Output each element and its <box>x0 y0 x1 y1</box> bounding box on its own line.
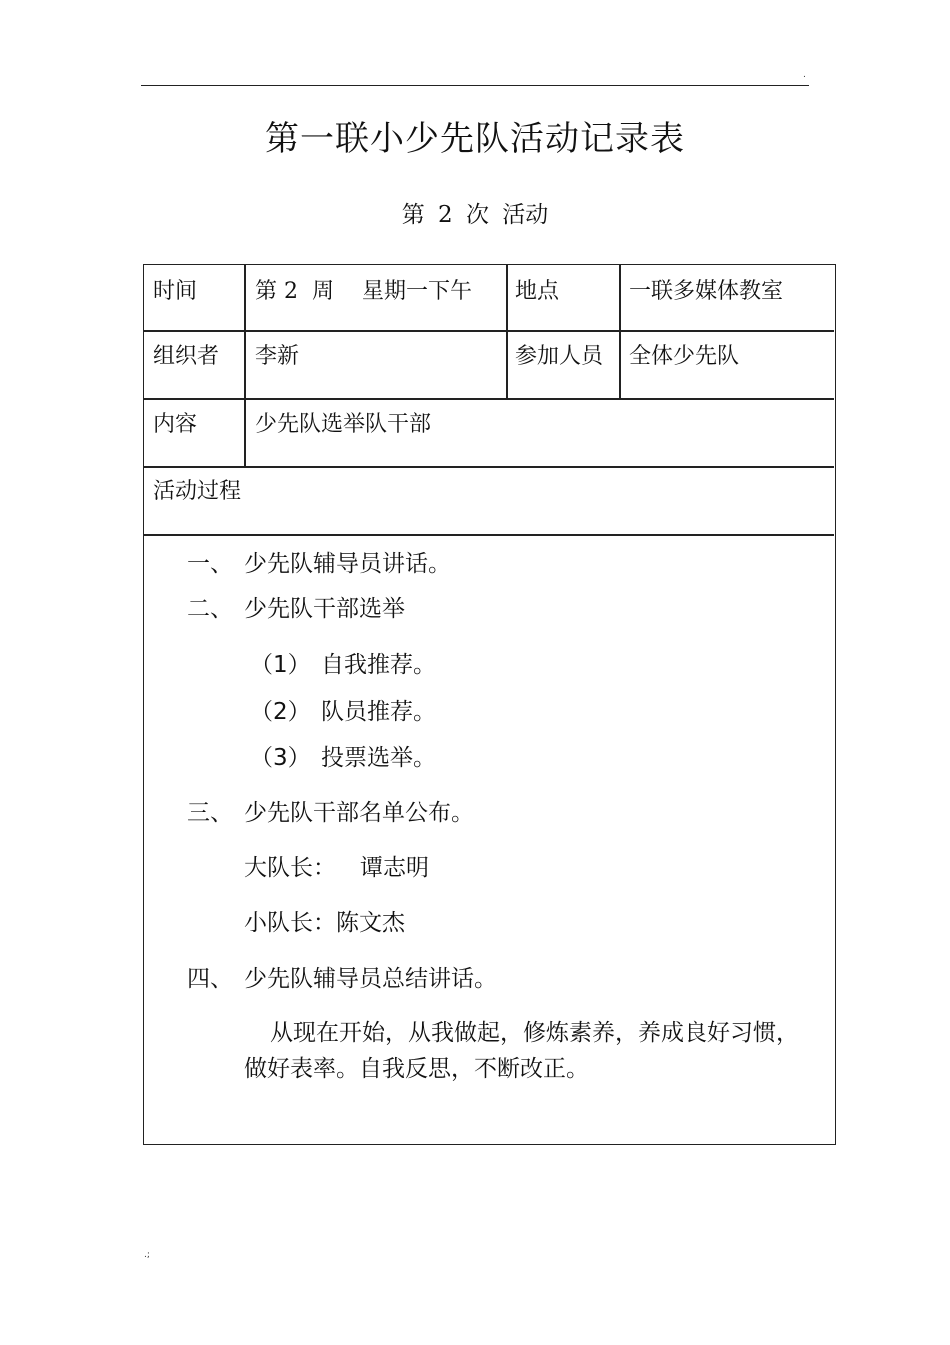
closing-paragraph-line: 从现在开始，从我做起，修炼素养，养成良好习惯， <box>270 1020 799 1046</box>
participants-value: 全体少先队 <box>629 344 740 369</box>
record-table <box>143 264 836 1145</box>
captain-line <box>244 853 429 883</box>
list-marker: （2） <box>250 699 311 725</box>
list-marker: 三、 <box>187 800 233 826</box>
squad-leader-line <box>244 908 405 938</box>
captain-name: 谭志明 <box>360 855 429 881</box>
content-label: 内容 <box>153 412 198 437</box>
list-text: 少先队干部名单公布。 <box>244 800 474 826</box>
closing-paragraph-line: 做好表率。自我反思，不断改正。 <box>244 1056 589 1082</box>
time-value: 第 2 周 星期一下午 <box>255 279 472 304</box>
list-marker: 四、 <box>187 966 233 992</box>
footer-mark: .; <box>144 1250 150 1260</box>
list-item <box>187 798 474 828</box>
column-divider <box>506 265 508 399</box>
activity-number: 第 2 次 活动 <box>401 202 549 228</box>
participants-label: 参加人员 <box>515 344 604 369</box>
list-text: 少先队辅导员讲话。 <box>244 551 451 577</box>
list-item <box>250 743 436 773</box>
squad-leader-name: 陈文杰 <box>336 910 405 936</box>
list-text: 少先队辅导员总结讲话。 <box>244 966 497 992</box>
organizer-label: 组织者 <box>153 344 220 369</box>
row-divider <box>144 398 834 400</box>
list-marker: 一、 <box>187 551 233 577</box>
list-marker: （1） <box>250 652 311 678</box>
content-value: 少先队选举队干部 <box>255 412 432 437</box>
place-value: 一联多媒体教室 <box>629 279 784 304</box>
row-divider <box>144 330 834 332</box>
time-label: 时间 <box>153 279 198 304</box>
list-marker: 二、 <box>187 596 233 622</box>
column-divider <box>619 265 621 399</box>
row-divider <box>144 466 834 468</box>
captain-label: 大队长： <box>244 855 336 881</box>
organizer-value: 李新 <box>255 344 300 369</box>
list-text: 自我推荐。 <box>321 652 436 678</box>
list-item <box>250 697 436 727</box>
list-item <box>187 594 405 624</box>
list-marker: （3） <box>250 745 311 771</box>
place-label: 地点 <box>515 279 560 304</box>
list-item <box>187 964 497 994</box>
header-rule <box>141 85 809 86</box>
squad-leader-label: 小队长： <box>244 910 336 936</box>
list-item <box>250 650 436 680</box>
header-mark: . <box>803 70 806 80</box>
process-label: 活动过程 <box>153 479 242 504</box>
list-text: 少先队干部选举 <box>244 596 405 622</box>
list-item <box>187 549 451 579</box>
column-divider <box>244 265 246 467</box>
row-divider <box>144 534 834 536</box>
list-text: 投票选举。 <box>321 745 436 771</box>
list-text: 队员推荐。 <box>321 699 436 725</box>
document-title: 第一联小少先队活动记录表 <box>265 119 685 159</box>
